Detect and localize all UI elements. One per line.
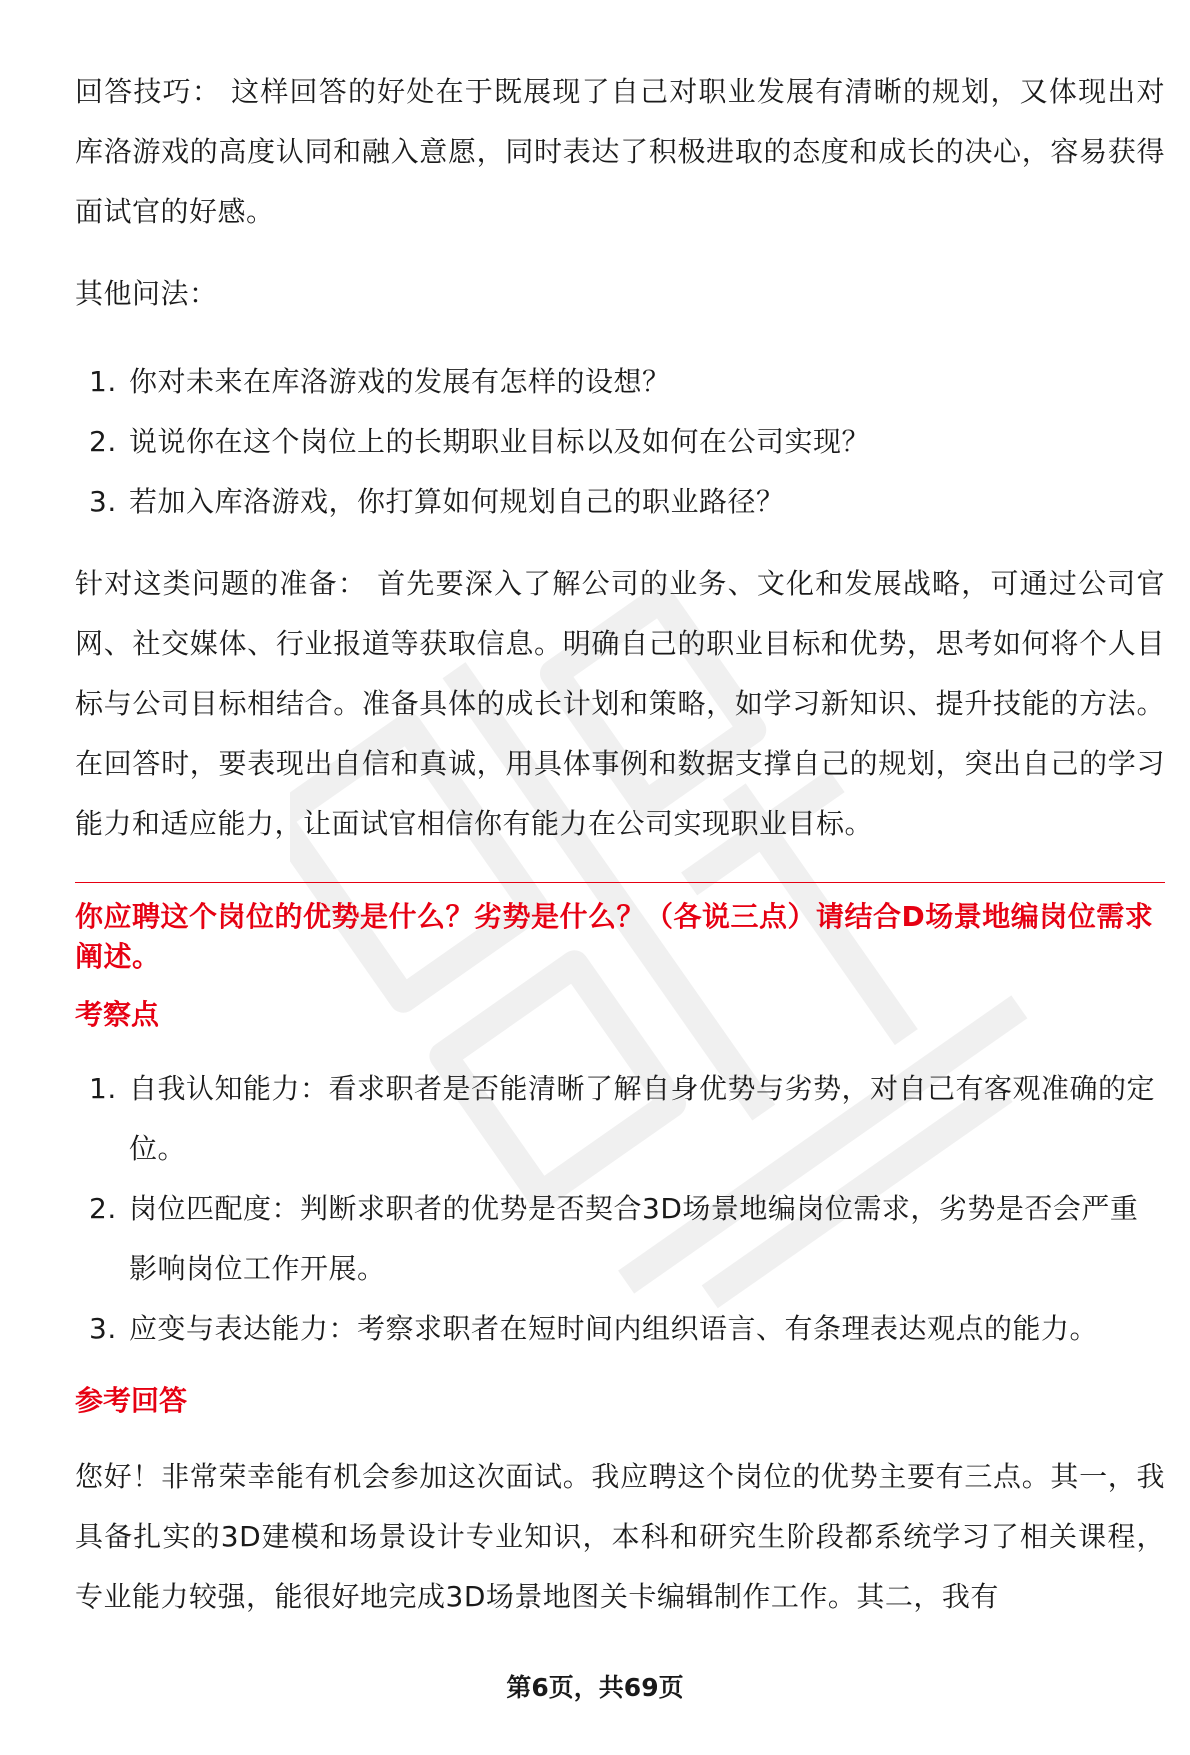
- preparation-paragraph: 针对这类问题的准备： 首先要深入了解公司的业务、文化和发展战略，可通过公司官网、社交媒体、行业报道等获取信息。明确自己的职业目标和优势，思考如何将个人目标与公司目标相结合。准备具体的成长计划和策略，如学习新知识、提升技能的方法。在回答时，要表现出自信和真诚，用具体事例和数据支撑自己的规划，突出自己的学习能力和适应能力，让面试官相信你有能力在公司实现职业目标。: [75, 567, 1165, 840]
- list-text: 自我认知能力：看求职者是否能清晰了解自身优势与劣势，对自己有客观准确的定位。: [129, 1072, 1156, 1165]
- list-number: 2.: [89, 1192, 117, 1225]
- key-points-list: [75, 1059, 1165, 1359]
- page-number: 第6页，共69页: [506, 1673, 684, 1702]
- reference-answer-heading: 参考回答: [75, 1384, 188, 1417]
- list-number: 2.: [89, 425, 117, 458]
- list-item: [75, 1299, 1165, 1359]
- list-number: 3.: [89, 485, 117, 518]
- list-text: 岗位匹配度：判断求职者的优势是否契合3D场景地编岗位需求，劣势是否会严重影响岗位工作开展。: [129, 1192, 1139, 1285]
- list-text: 你对未来在库洛游戏的发展有怎样的设想？: [129, 365, 671, 398]
- other-questions-list: [75, 352, 1165, 532]
- list-number: 3.: [89, 1312, 117, 1345]
- key-points-heading: 考察点: [75, 998, 160, 1031]
- list-item: [75, 1179, 1165, 1299]
- list-text: 若加入库洛游戏，你打算如何规划自己的职业路径？: [129, 485, 785, 518]
- question-title: 你应聘这个岗位的优势是什么？劣势是什么？（各说三点）请结合D场景地编岗位需求阐述。: [75, 900, 1154, 973]
- list-item: [75, 472, 1165, 532]
- list-item: [75, 412, 1165, 472]
- list-item: [75, 352, 1165, 412]
- list-text: 说说你在这个岗位上的长期职业目标以及如何在公司实现？: [129, 425, 871, 458]
- answer-tips-paragraph: 回答技巧： 这样回答的好处在于既展现了自己对职业发展有清晰的规划，又体现出对库洛游戏的高度认同和融入意愿，同时表达了积极进取的态度和成长的决心，容易获得面试官的好感。: [75, 75, 1165, 228]
- other-questions-label: 其他问法：: [75, 277, 218, 310]
- list-number: 1.: [89, 365, 117, 398]
- document-content: [75, 62, 1165, 1627]
- list-number: 1.: [89, 1072, 117, 1105]
- list-text: 应变与表达能力：考察求职者在短时间内组织语言、有条理表达观点的能力。: [129, 1312, 1099, 1345]
- list-item: [75, 1059, 1165, 1179]
- reference-answer-paragraph: 您好！非常荣幸能有机会参加这次面试。我应聘这个岗位的优势主要有三点。其一，我具备扎实的3D建模和场景设计专业知识，本科和研究生阶段都系统学习了相关课程，专业能力较强，能很好地完成3D场景地图关卡编辑制作工作。其二，我有: [75, 1460, 1165, 1613]
